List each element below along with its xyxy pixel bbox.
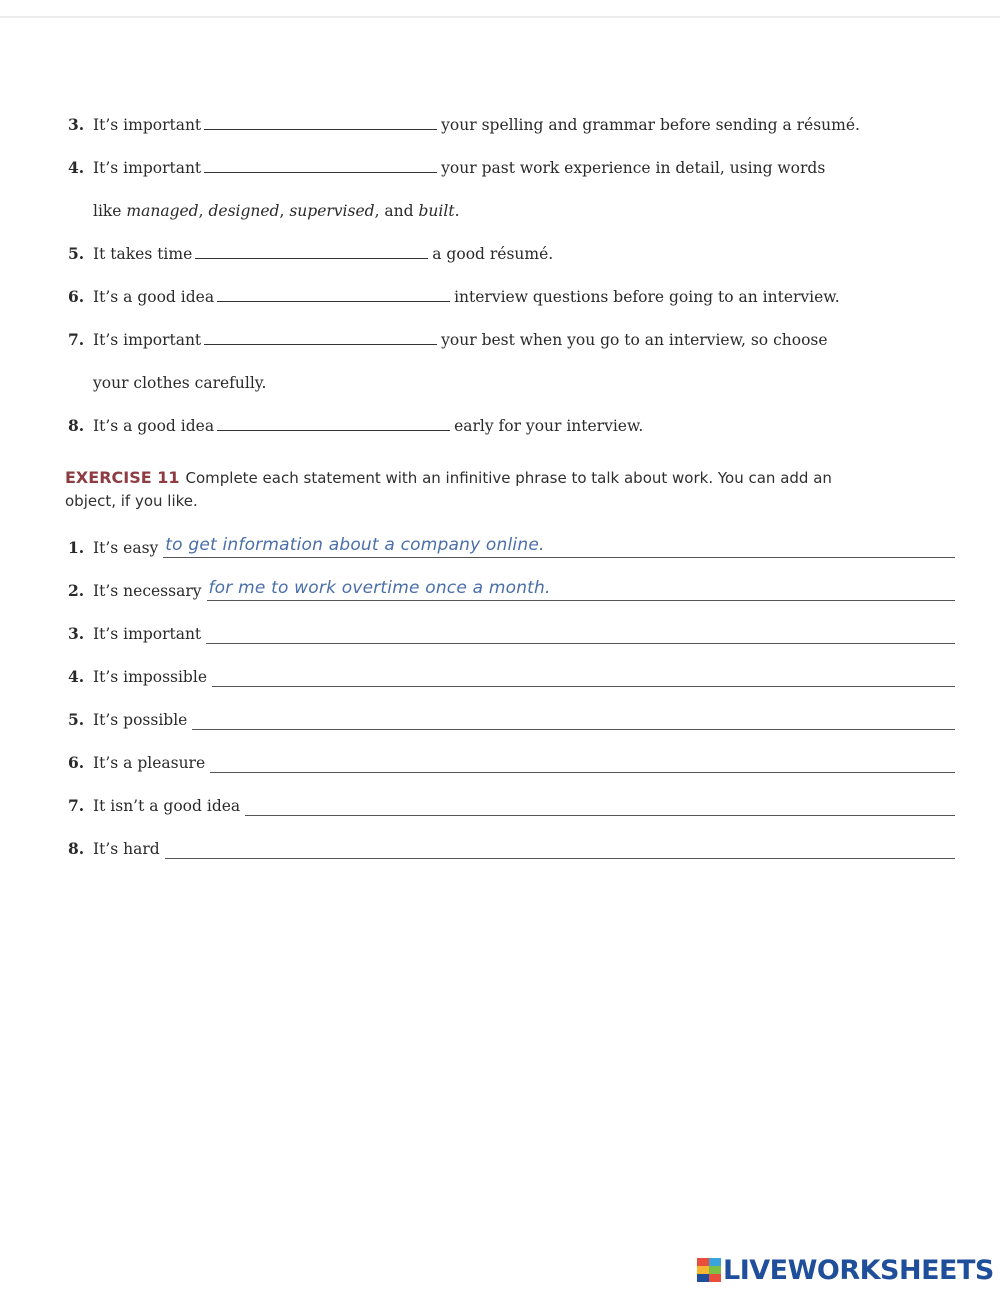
item-5 <box>68 244 553 264</box>
item-3 <box>68 115 860 135</box>
item-number: 3. <box>68 624 85 643</box>
page-top-divider <box>0 16 1000 18</box>
item-number: 5. <box>68 244 85 263</box>
item-number: 1. <box>68 538 85 557</box>
item-number: 3. <box>68 115 85 134</box>
item-tail: your past work experience in detail, using words <box>441 159 826 177</box>
item-number: 7. <box>68 330 85 349</box>
item-tail: your spelling and grammar before sending a résumé. <box>441 116 860 134</box>
item-stem: It’s important <box>93 116 202 134</box>
item-6 <box>68 287 840 307</box>
item-stem: It takes time <box>93 245 193 263</box>
blank-input[interactable] <box>217 287 450 302</box>
italic-word: designed <box>208 202 280 220</box>
exercise-heading <box>65 466 865 490</box>
answer-input[interactable] <box>163 535 955 558</box>
item-8 <box>68 416 643 436</box>
item-7 <box>68 330 828 350</box>
answer-row-3 <box>68 620 955 644</box>
item-number: 2. <box>68 581 85 600</box>
continuation-text: like <box>93 202 127 220</box>
exercise-label: EXERCISE 11 <box>65 468 180 487</box>
blank-input[interactable] <box>204 158 437 173</box>
answer-row-8 <box>68 835 955 859</box>
separator: . <box>454 202 460 220</box>
item-stem: It’s a pleasure <box>93 754 206 772</box>
item-4 <box>68 158 825 178</box>
item-stem: It’s easy <box>93 539 159 557</box>
item-number: 4. <box>68 667 85 686</box>
italic-word: supervised <box>289 202 375 220</box>
answer-row-1 <box>68 534 955 558</box>
blank-input[interactable] <box>204 115 437 130</box>
italic-word: managed <box>126 202 199 220</box>
item-stem: It’s important <box>93 331 202 349</box>
handwritten-answer: to get information about a company online. <box>165 535 545 555</box>
item-stem: It’s necessary <box>93 582 202 600</box>
logo-text: LIVEWORKSHEETS <box>723 1254 994 1286</box>
answer-row-2 <box>68 577 955 601</box>
item-number: 5. <box>68 710 85 729</box>
answer-input[interactable] <box>245 793 955 816</box>
item-stem: It’s a good idea <box>93 417 215 435</box>
answer-row-5 <box>68 706 955 730</box>
item-number: 6. <box>68 287 85 306</box>
item-stem: It’s important <box>93 159 202 177</box>
answer-input[interactable] <box>207 578 956 601</box>
exercise-instruction: Complete each statement with an infinitive phrase to talk about work. You can add an <box>185 469 832 487</box>
answer-row-6 <box>68 749 955 773</box>
answer-input[interactable] <box>192 707 955 730</box>
blank-input[interactable] <box>195 244 428 259</box>
answer-input[interactable] <box>212 664 955 687</box>
item-tail: your best when you go to an interview, so choose <box>441 331 828 349</box>
handwritten-answer: for me to work overtime once a month. <box>208 578 551 598</box>
item-tail: a good résumé. <box>432 245 554 263</box>
item-stem: It’s possible <box>93 711 188 729</box>
item-stem: It isn’t a good idea <box>93 797 241 815</box>
separator: , <box>198 202 209 220</box>
item-number: 7. <box>68 796 85 815</box>
item-7-continuation: your clothes carefully. <box>93 374 267 392</box>
item-4-continuation <box>93 201 460 221</box>
item-number: 8. <box>68 839 85 858</box>
answer-row-7 <box>68 792 955 816</box>
answer-input[interactable] <box>165 836 955 859</box>
blank-input[interactable] <box>204 330 437 345</box>
separator: , <box>279 202 290 220</box>
liveworksheets-logo[interactable] <box>697 1255 994 1285</box>
item-number: 4. <box>68 158 85 177</box>
blank-input[interactable] <box>217 416 450 431</box>
item-number: 8. <box>68 416 85 435</box>
item-stem: It’s a good idea <box>93 288 215 306</box>
logo-blocks-icon <box>697 1258 721 1282</box>
exercise-instruction-line2: object, if you like. <box>65 492 198 510</box>
answer-row-4 <box>68 663 955 687</box>
item-tail: early for your interview. <box>454 417 644 435</box>
item-number: 6. <box>68 753 85 772</box>
item-stem: It’s hard <box>93 840 160 858</box>
item-stem: It’s impossible <box>93 668 207 686</box>
item-stem: It’s important <box>93 625 202 643</box>
answer-input[interactable] <box>206 621 955 644</box>
italic-word: built <box>418 202 455 220</box>
answer-input[interactable] <box>210 750 955 773</box>
item-tail: interview questions before going to an interview. <box>454 288 840 306</box>
separator: , and <box>374 202 419 220</box>
